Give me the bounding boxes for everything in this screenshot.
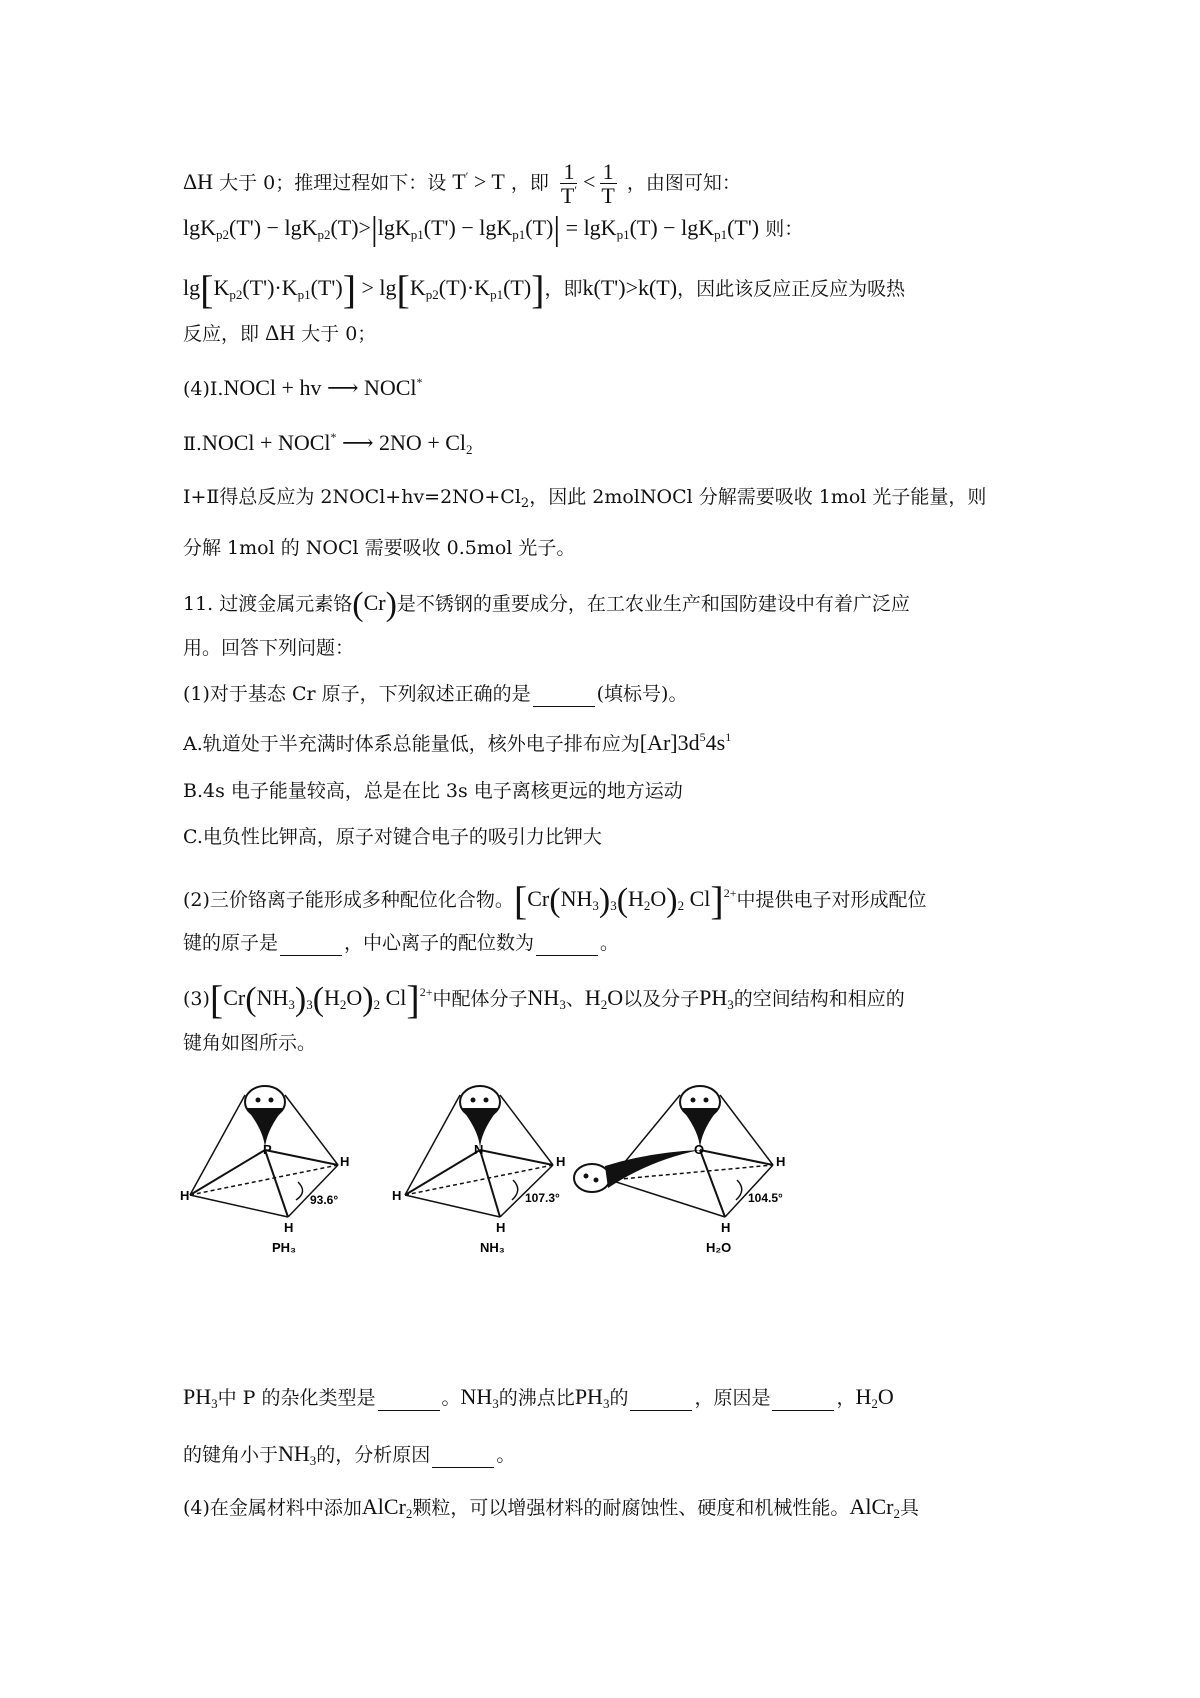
answer-blank[interactable]: [772, 1387, 834, 1411]
text-segment: ，因此 2molNOCl 分解需要吸收 1mol 光子能量，则: [529, 486, 987, 508]
question-part-3: $(3)[Cr(NH_3)_3(H_2O)_2$ Cl]$^{2+}$中配体分子$NH_3$、$H_2O$以及分子$PH_3$的空间结构和相应的: [183, 977, 905, 1022]
h-atom-label: H: [340, 1154, 350, 1169]
text-segment: 是不锈钢的重要成分，在工农业生产和国防建设中有着广泛应: [396, 593, 910, 615]
text-segment: 大于 0；推理过程如下：设: [219, 172, 447, 195]
step-label: (4)Ⅰ.: [183, 378, 224, 400]
question-part-1: [183, 683, 687, 707]
text-segment: A.轨道处于半充满时体系总能量低，核外电子排布应为: [183, 733, 640, 755]
text-segment: 。: [600, 932, 620, 954]
h-atom-label: H: [776, 1154, 786, 1169]
h-atom-label: H: [392, 1188, 402, 1203]
answer-blank[interactable]: [378, 1387, 440, 1411]
question-part-3-questions: $PH_3$中 P 的杂化类型是 。$NH_3$的沸点比$PH_3$的 ，原因是 ，$H_2O$: [183, 1384, 894, 1411]
h-atom-label: H: [180, 1188, 190, 1203]
text-segment: ，由图可知：: [626, 172, 741, 195]
text-segment: ，因此该反应正反应为吸热: [677, 278, 906, 300]
text-segment: 11. 过渡金属元素铬: [183, 593, 353, 615]
bond-angle-label: 107.3°: [525, 1191, 560, 1205]
h2o-molecule: [574, 1086, 785, 1255]
text-segment: ，: [836, 1387, 856, 1409]
reasoning-line-1: ΔH 大于 0；推理过程如下：设 T′ > T ，即 $\frac{1}{T'}$ < $\frac{1}{T}$ ，由图可知：: [183, 159, 741, 209]
h-atom-label: H: [721, 1220, 731, 1235]
text-segment: 中 P 的杂化类型是: [217, 1387, 376, 1409]
question-11-stem-cont: [183, 637, 354, 660]
option-a: A.轨道处于半充满时体系总能量低，核外电子排布应为$[Ar]3d^54s^1$: [183, 730, 732, 755]
reasoning-line-3: $\lg[K_{p2}(T')\cdot K_{p1}(T')] > \lg[K_{p2}(T)\cdot K_{p1}(T)]$，即k(T')>k(T)，因此该反应正反应为吸热: [183, 267, 906, 312]
text-segment: 分解 1mol 的 NOCl 需要吸收 0.5mol 光子。: [183, 537, 576, 559]
answer-blank[interactable]: [630, 1387, 692, 1411]
text-segment: 。: [441, 1387, 461, 1409]
ph3-molecule: [180, 1086, 349, 1255]
text-segment: 具: [899, 1497, 919, 1519]
text-segment: 的空间结构和相应的: [733, 988, 905, 1010]
text-segment: Ⅰ+Ⅱ得总反应为 2NOCl+hv=2NO+Cl: [183, 486, 521, 508]
nh3-molecule: [392, 1086, 565, 1255]
delta-h: ΔH: [265, 320, 296, 345]
text-segment: 颗粒，可以增强材料的耐腐蚀性、硬度和机械性能。: [412, 1497, 850, 1519]
text-segment: 、: [565, 988, 585, 1010]
bond-angle-label: 104.5°: [748, 1191, 783, 1205]
text-segment: ，中心离子的配位数为: [344, 932, 535, 954]
molecular-geometry-figure: [180, 1080, 850, 1255]
molecule-formula-label: NH₃: [480, 1240, 505, 1255]
h-atom-label: H: [556, 1154, 566, 1169]
text-segment: 键的原子是: [183, 932, 279, 954]
step-label: Ⅱ.: [183, 433, 202, 455]
center-atom-label: N: [474, 1142, 484, 1157]
text-segment: 反应，即: [183, 323, 260, 345]
text-segment: (1)对于基态 Cr 原子，下列叙述正确的是: [183, 683, 531, 705]
bond-angle-label: 93.6°: [310, 1193, 339, 1207]
option-b: [183, 780, 683, 803]
text-segment: 键角如图所示。: [183, 1032, 317, 1054]
center-atom-label: O: [694, 1142, 705, 1157]
lone-pair-lobe: [574, 1164, 610, 1192]
h-atom-label: H: [284, 1220, 294, 1235]
conclusion-line: [183, 537, 575, 560]
text-segment: 的沸点比: [498, 1387, 575, 1409]
reaction-step-1: (4)Ⅰ.NOCl + hv ⟶ NOCl*: [183, 375, 423, 400]
question-11-stem: 11. 过渡金属元素铬(Cr)是不锈钢的重要成分，在工农业生产和国防建设中有着广泛应: [183, 586, 910, 623]
text-segment: 。: [496, 1444, 516, 1466]
molecule-formula-label: PH₃: [272, 1240, 297, 1255]
reasoning-line-2: lgK$_{p2}$(T') − lgK$_{p2}$(T)>|lgK$_{p1}$(T') − lgK$_{p1}$(T)| = lgK$_{p1}$(T) − lgK$_{p1}$(T') 则：: [183, 211, 804, 248]
answer-blank[interactable]: [280, 932, 342, 956]
text-segment: 大于 0；: [301, 323, 377, 345]
answer-blank[interactable]: [536, 932, 598, 956]
chromium-symbol: Cr: [363, 590, 386, 615]
subscript: 2: [520, 496, 530, 511]
text-segment: (2)三价铬离子能形成多种配位化合物。: [183, 889, 514, 911]
reaction-step-2: Ⅱ.NOCl + NOCl* ⟶ $2NO + Cl_2$: [183, 430, 473, 457]
question-part-3-cont: [183, 1032, 316, 1055]
molecule-formula-label: H₂O: [706, 1240, 732, 1255]
question-part-2: (2)三价铬离子能形成多种配位化合物。[$Cr(NH_3)_3(H_2O)_2$ Cl]$^{2+}$中提供电子对形成配位: [183, 878, 927, 923]
option-c: [183, 826, 602, 849]
text-segment: ，即: [544, 278, 583, 300]
reasoning-line-4: [183, 320, 376, 346]
answer-blank[interactable]: [533, 683, 595, 707]
k-inequality: k(T')>k(T): [582, 275, 678, 300]
text-segment: 的，分析原因: [316, 1444, 431, 1466]
text-segment: 中提供电子对形成配位: [736, 889, 927, 911]
text-segment: (4)在金属材料中添加: [183, 1497, 362, 1519]
text-segment: 则：: [765, 218, 804, 240]
answer-blank[interactable]: [432, 1444, 494, 1468]
text-segment: B.4s 电子能量较高，总是在比 3s 电子离核更远的地方运动: [183, 780, 683, 802]
question-part-2-cont: [183, 932, 619, 956]
text-segment: C.电负性比钾高，原子对键合电子的吸引力比钾大: [183, 826, 602, 848]
h-atom-label: H: [496, 1220, 506, 1235]
text-segment: (3): [183, 988, 210, 1010]
text-segment: 中配体分子: [432, 988, 528, 1010]
text-segment: ，原因是: [694, 1387, 771, 1409]
center-atom-label: P: [263, 1142, 272, 1157]
total-reaction-line: [183, 486, 986, 512]
text-segment: (填标号)。: [596, 683, 688, 705]
question-part-3-questions-cont: 的键角小于$NH_3$的，分析原因 。: [183, 1441, 516, 1468]
text-segment: 的键角小于: [183, 1444, 279, 1466]
text-segment: 的: [609, 1387, 629, 1409]
text-segment: 以及分子: [623, 988, 700, 1010]
text-segment: 用。回答下列问题：: [183, 637, 355, 659]
question-part-4: (4)在金属材料中添加AlCr$_2$颗粒，可以增强材料的耐腐蚀性、硬度和机械性能。AlCr$_2$具: [183, 1494, 919, 1521]
text-segment: ，即: [510, 172, 549, 195]
